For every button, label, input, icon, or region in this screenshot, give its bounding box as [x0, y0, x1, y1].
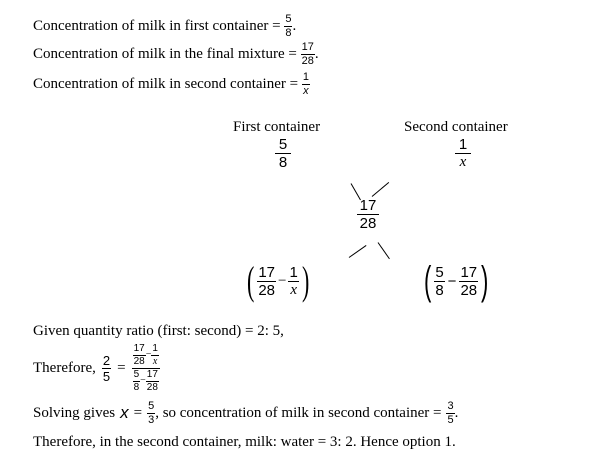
therefore-equation [33, 340, 160, 396]
minus-sign: − [447, 272, 457, 290]
compound-numerator [132, 344, 160, 367]
final-line: Therefore, in the second container, milk: water = 3: 2. Hence option 1. [33, 434, 456, 450]
denominator: x [152, 355, 158, 367]
denominator: 8 [435, 281, 444, 299]
denominator: 28 [460, 281, 478, 299]
ratio-line: Given quantity ratio (first: second) = 2: 5, [33, 323, 284, 339]
second-container-label: Second container [404, 119, 508, 135]
numerator: 17 [258, 263, 276, 281]
fraction-two-fifths [102, 354, 111, 383]
denominator: 5 [102, 368, 111, 384]
lower-right-line [378, 242, 390, 259]
numerator: 17 [301, 41, 314, 53]
numerator: 17 [146, 368, 158, 380]
denominator: 28 [359, 215, 377, 232]
numerator: 1 [458, 136, 468, 153]
fraction-seventeen-twentyeighths [301, 42, 315, 67]
compound-denominator [132, 370, 160, 393]
denominator: x [290, 281, 297, 298]
fraction-five-eighths [434, 265, 444, 298]
denominator: 3 [148, 413, 155, 426]
numerator: 1 [152, 342, 158, 354]
denominator: x [459, 154, 467, 170]
fraction-three-fifths [446, 401, 454, 426]
left-difference [244, 259, 312, 303]
minus-sign: − [140, 375, 146, 386]
denominator: 8 [133, 381, 140, 393]
line-second-text: Concentration of milk in second container = [33, 75, 299, 92]
fraction-one-over-x [302, 72, 310, 97]
fraction-five-eighths [133, 370, 141, 393]
fraction-one-over-x [288, 265, 298, 298]
period: . [292, 17, 297, 34]
line-final-text: Concentration of milk in the final mixture = [33, 45, 297, 62]
numerator: 17 [359, 197, 377, 214]
variable-x: x [120, 403, 129, 422]
line-first-concentration [33, 14, 296, 39]
numerator: 5 [435, 263, 444, 281]
fraction-seventeen-twentyeighths [459, 265, 478, 298]
open-paren: ( [246, 258, 255, 303]
period: . [454, 405, 459, 421]
second-container-fraction [455, 137, 471, 170]
fraction-seventeen-twentyeighths [257, 265, 276, 298]
fraction-five-thirds [147, 401, 155, 426]
denominator: 28 [133, 355, 145, 367]
numerator: 3 [447, 399, 454, 412]
fraction-seventeen-twentyeighths [133, 344, 146, 367]
denominator: 8 [278, 154, 288, 171]
numerator: 5 [285, 13, 292, 25]
mixture-fraction [357, 198, 379, 231]
denominator: 28 [146, 381, 158, 393]
period: . [314, 45, 319, 62]
right-difference [421, 259, 491, 303]
denominator: 5 [447, 413, 454, 426]
minus-sign: − [278, 272, 287, 289]
denominator: 28 [301, 55, 314, 67]
numerator: 17 [133, 342, 145, 354]
numerator: 2 [102, 352, 111, 368]
numerator: 17 [460, 263, 478, 281]
upper-right-line [372, 182, 389, 197]
denominator: 28 [258, 281, 276, 299]
numerator: 1 [289, 263, 298, 281]
solving-middle-text: , so concentration of milk in second container = [155, 405, 442, 421]
equals-sign: = [133, 405, 143, 421]
close-paren: ) [481, 259, 489, 303]
numerator: 5 [133, 368, 140, 380]
fraction-seventeen-twentyeighths [146, 370, 159, 393]
equals-sign: = [117, 360, 126, 376]
denominator: x [303, 85, 309, 97]
therefore-prefix: Therefore, [33, 360, 96, 376]
first-container-fraction [275, 137, 291, 170]
minus-sign: − [145, 349, 152, 360]
denominator: 8 [285, 27, 292, 39]
numerator: 1 [302, 71, 309, 83]
close-paren: ) [301, 258, 310, 303]
numerator: 5 [148, 399, 155, 412]
line-second-concentration [33, 72, 310, 97]
first-container-label: First container [233, 119, 321, 135]
solving-line [33, 400, 458, 426]
fraction-one-over-x [151, 344, 159, 367]
line-first-text: Concentration of milk in first container = [33, 17, 281, 34]
compound-fraction [132, 344, 160, 393]
open-paren: ( [423, 259, 432, 303]
numerator: 5 [278, 136, 288, 153]
lower-left-line [349, 245, 367, 258]
solving-prefix: Solving gives [33, 405, 116, 421]
line-final-concentration [33, 42, 319, 67]
